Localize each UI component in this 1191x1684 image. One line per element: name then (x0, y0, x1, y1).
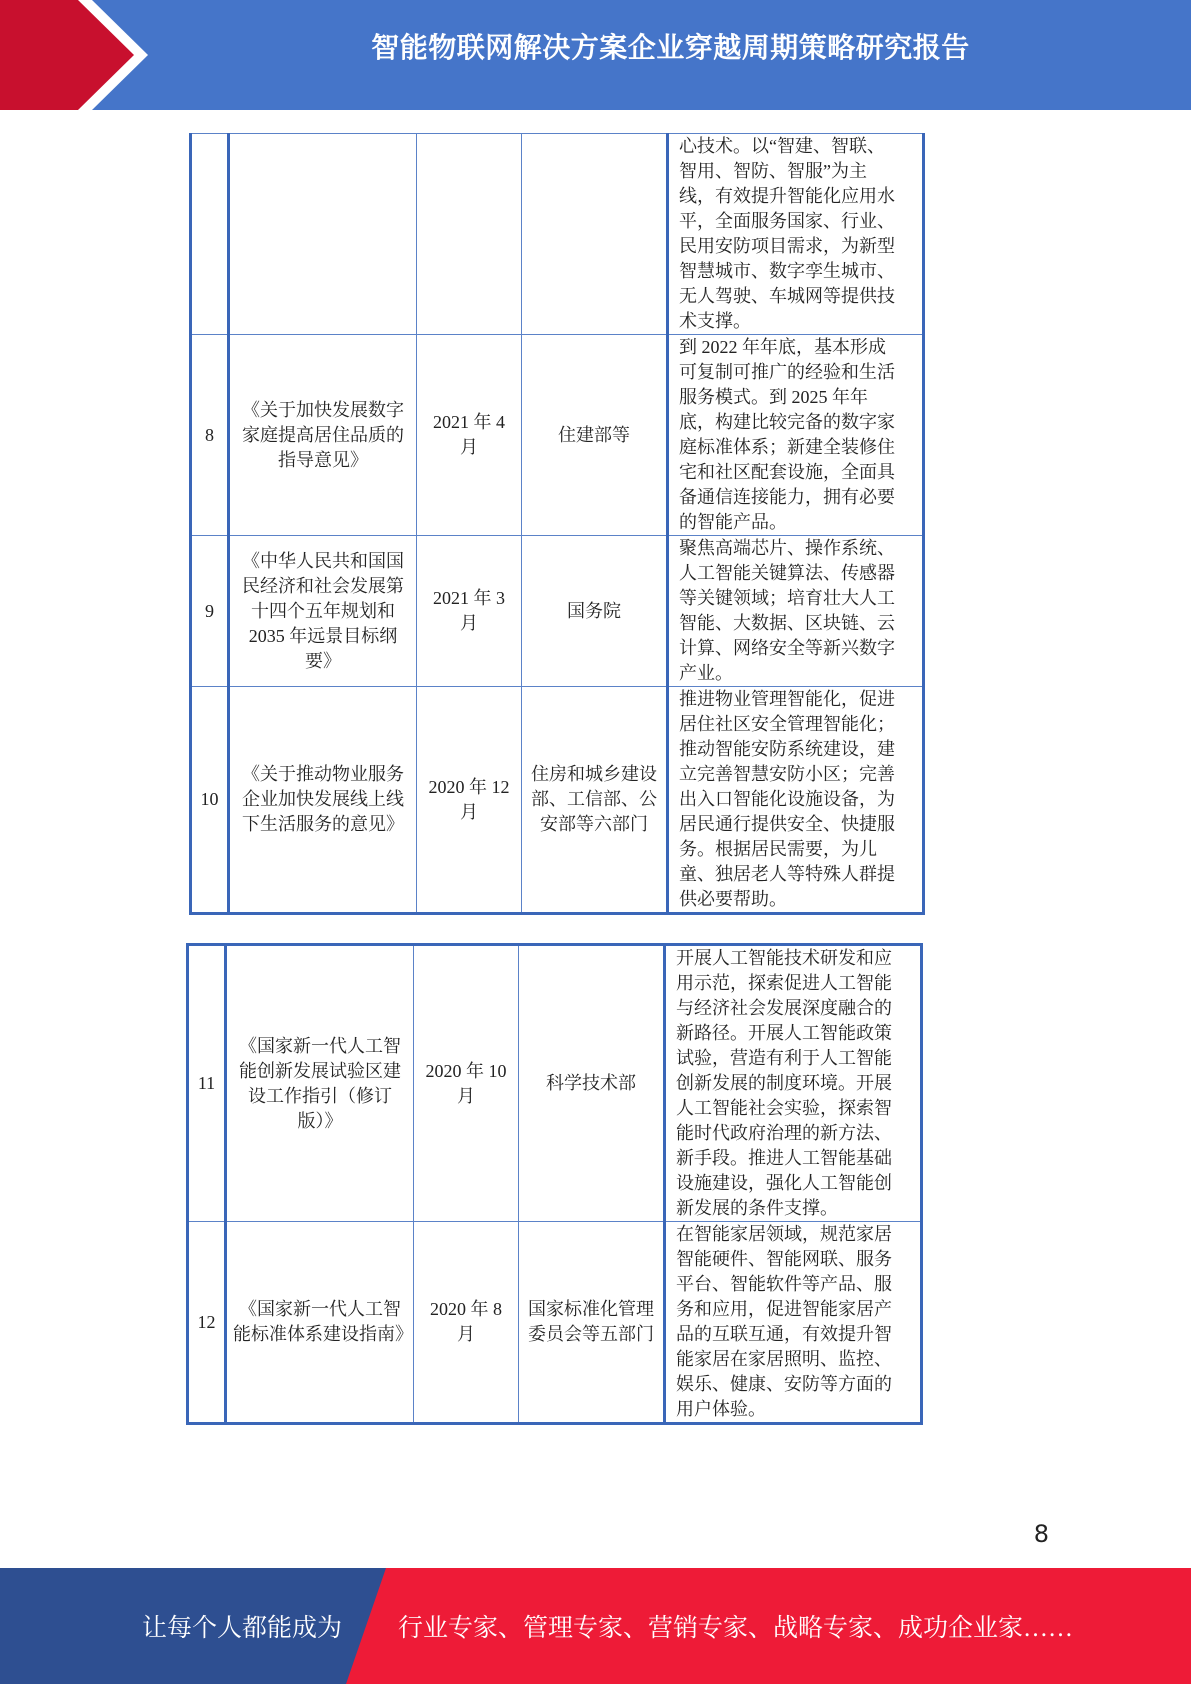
issuing-department: 国家标准化管理委员会等五部门 (519, 1222, 665, 1424)
row-number: 9 (191, 536, 229, 687)
issuing-department: 住建部等 (522, 335, 668, 536)
report-title: 智能物联网解决方案企业穿越周期策略研究报告 (371, 31, 970, 64)
policy-table-1 (189, 133, 925, 915)
policy-table-2 (186, 943, 923, 1425)
policy-description: 到 2022 年年底，基本形成 可复制可推广的经验和生活 服务模式。到 2025 年年 底，构建比较完备的数字家 庭标准体系；新建全装修住 宅和社区配套设施，全面具 备通信连接能力，拥有必要 的智能产品。 (668, 335, 924, 536)
policy-title: 《中华人民共和国国民经济和社会发展第十四个五年规划和 2035 年远景目标纲要》 (229, 536, 417, 687)
policy-title: 《关于加快发展数字家庭提高居住品质的指导意见》 (229, 335, 417, 536)
table-row (191, 335, 924, 536)
issuing-department: 科学技术部 (519, 945, 665, 1222)
policy-description: 聚焦高端芯片、操作系统、 人工智能关键算法、传感器 等关键领域；培育壮大人工 智能、大数据、区块链、云 计算、网络安全等新兴数字 产业。 (668, 536, 924, 687)
table-row (188, 945, 922, 1222)
issue-date: 2020 年 12 月 (417, 687, 522, 914)
page-header (0, 0, 1191, 110)
table-row (191, 134, 924, 335)
page-footer (0, 1568, 1191, 1684)
policy-title: 《国家新一代人工智能创新发展试验区建设工作指引（修订版）》 (226, 945, 414, 1222)
policy-title: 《关于推动物业服务企业加快发展线上线下生活服务的意见》 (229, 687, 417, 914)
issuing-department: 住房和城乡建设部、工信部、公安部等六部门 (522, 687, 668, 914)
policy-description: 推进物业管理智能化，促进 居住社区安全管理智能化； 推动智能安防系统建设，建 立完善智慧安防小区；完善 出入口智能化设施设备，为 居民通行提供安全、快捷服 务。根据居民需要，为儿 童、独居老人等特殊人群提 供必要帮助。 (668, 687, 924, 914)
row-number: 8 (191, 335, 229, 536)
policy-title (229, 134, 417, 335)
issue-date: 2020 年 10 月 (414, 945, 519, 1222)
policy-description: 心技术。以“智建、智联、 智用、智防、智服”为主 线，有效提升智能化应用水 平，全面服务国家、行业、 民用安防项目需求，为新型 智慧城市、数字孪生城市、 无人驾驶、车城网等提供技 术支撑。 (668, 134, 924, 335)
row-number: 10 (191, 687, 229, 914)
chevron-arrow-icon (0, 0, 160, 110)
issue-date: 2021 年 3 月 (417, 536, 522, 687)
policy-description: 开展人工智能技术研发和应 用示范，探索促进人工智能 与经济社会发展深度融合的 新路径。开展人工智能政策 试验，营造有利于人工智能 创新发展的制度环境。开展 人工智能社会实验，探索智 能时代政府治理的新方法、 新手段。推进人工智能基础 设施建设，强化人工智能创 新发展的条件支撑。 (665, 945, 922, 1222)
table-row (191, 687, 924, 914)
table-row (188, 1222, 922, 1424)
row-number: 12 (188, 1222, 226, 1424)
table-row (191, 536, 924, 687)
footer-slogan-left: 让每个人都能成为 (142, 1615, 343, 1642)
page-number: 8 (1033, 1520, 1049, 1548)
issue-date: 2021 年 4 月 (417, 335, 522, 536)
issue-date (417, 134, 522, 335)
row-number (191, 134, 229, 335)
row-number: 11 (188, 945, 226, 1222)
issuing-department: 国务院 (522, 536, 668, 687)
policy-title: 《国家新一代人工智能标准体系建设指南》 (226, 1222, 414, 1424)
issue-date: 2020 年 8 月 (414, 1222, 519, 1424)
issuing-department (522, 134, 668, 335)
policy-description: 在智能家居领域，规范家居 智能硬件、智能网联、服务 平台、智能软件等产品、服 务和应用，促进智能家居产 品的互联互通，有效提升智 能家居在家居照明、监控、 娱乐、健康、安防等方面的 用户体验。 (665, 1222, 922, 1424)
footer-slogan-right: 行业专家、管理专家、营销专家、战略专家、成功企业家…… (398, 1615, 1074, 1642)
